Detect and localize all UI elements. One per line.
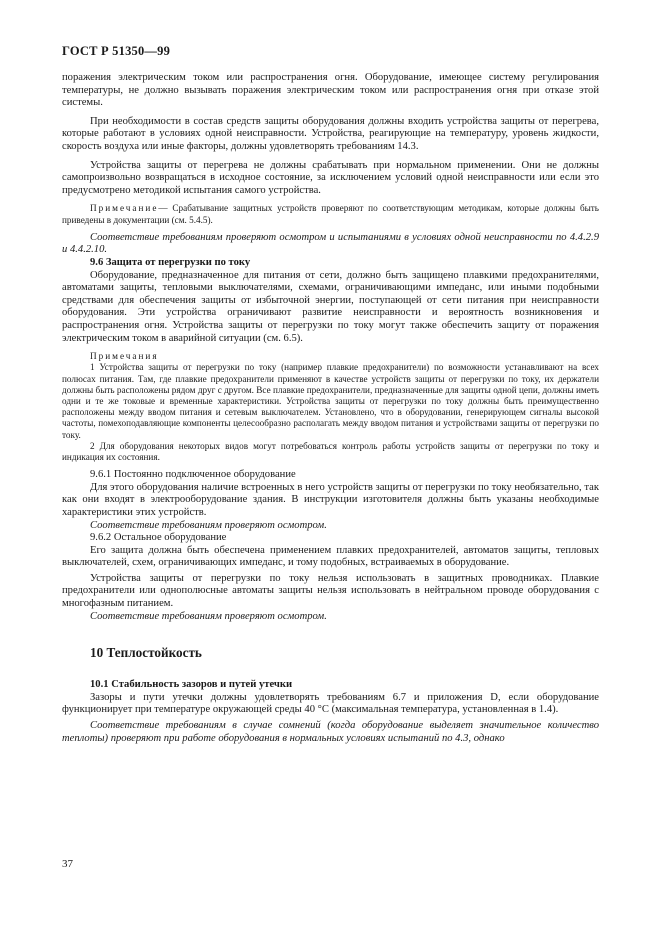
paragraph-permanent-equipment: Для этого оборудования наличие встроенных в него устройств защиты от перегрузки по току необязательно, так как они входят в электрооборудование здания. В инструкции изготовителя должны быть указаны необходимые характеристики этих устройств. <box>62 481 599 518</box>
section-heading-10: 10 Теплостойкость <box>90 645 202 661</box>
page-number: 37 <box>62 858 73 870</box>
note-overheat <box>62 203 599 225</box>
paragraph-overheat-normal-use: Устройства защиты от перегрева не должны срабатывать при нормальном применении. Они не должны самопроизвольно возвращаться в исходное состояние, за исключением условий одной неисправности или если это предусмотрено методикой испытания самого устройства. <box>62 159 599 196</box>
paragraph-overheat-devices: При необходимости в состав средств защиты оборудования должны входить устройства защиты от перегрева, которые работают в условиях одной неисправности. Устройства, реагирующие на температуру, уровень жидкости, скорость воздуха или иные факторы, должны удовлетворять требованиям 14.3. <box>62 115 599 152</box>
paragraph-clearances: Зазоры и пути утечки должны удовлетворять требованиям 6.7 и приложения D, если оборудование функционирует при температуре окружающей среды 40 °C (максимальная температура, установленная в 1.4). <box>62 691 599 716</box>
section-heading-10-1: 10.1 Стабильность зазоров и путей утечки <box>90 679 293 691</box>
note-text: — Срабатывание защитных устройств проверяют по соответствующим методикам, которые должны быть приведены в документации (см. 5.4.5). <box>62 203 599 225</box>
subsection-heading-9-6-1: 9.6.1 Постоянно подключенное оборудование <box>90 469 296 481</box>
paragraph-other-equipment: Его защита должна быть обеспечена применением плавких предохранителей, автоматов защиты, тепловых выключателей, схем, ограничивающих импеданс, и тому подобных, встраиваемых в оборудование. <box>62 544 599 569</box>
compliance-check-3: Соответствие требованиям проверяют осмотром. <box>90 610 327 622</box>
note-item-1: 1 Устройства защиты от перегрузки по току (например плавкие предохранители) по возможности устанавливают на всех полюсах питания. Там, где плавкие предохранители применяют в качестве устройств защиты от перегрузки по току, их держатели должны быть расположены рядом друг с другом. Все плавкие предохранители, предназначенные для защиты одной цепи, должны иметь одни и те же токовые и временные характеристики. Устройства защиты от перегрузки по току должны быть преимущественно расположены между вводом питания и сетевым выключателем. Установлено, что в оборудовании, генерирующем сигналы высокой частоты, помехоподавляющие компоненты целесообразно располагать между вводом питания и устройствами защиты от перегрузки по току. <box>62 362 599 440</box>
subsection-heading-9-6-2: 9.6.2 Остальное оборудование <box>90 532 227 544</box>
compliance-check-2: Соответствие требованиям проверяют осмотром. <box>90 519 327 531</box>
compliance-check-1: Соответствие требованиям проверяют осмотром и испытаниями в условиях одной неисправности по 4.4.2.9 и 4.4.2.10. <box>62 231 599 256</box>
notes-label: Примечания <box>90 351 159 362</box>
compliance-check-4: Соответствие требованиям в случае сомнений (когда оборудование выделяет значительное количество теплоты) проверяют при работе оборудования в нормальных условиях испытаний по 4.3, однако <box>62 720 599 744</box>
paragraph-fire-spread: поражения электрическим током или распространения огня. Оборудование, имеющее систему регулирования температуры, не должно вызывать поражения электрическим током или распространения огня при отказе этой системы. <box>62 72 599 109</box>
note-label: Примечание <box>90 203 159 214</box>
document-code-header: ГОСТ Р 51350—99 <box>62 44 171 58</box>
paragraph-overcurrent-protection: Оборудование, предназначенное для питания от сети, должно быть защищено плавкими предохранителями, автоматами защиты, тепловыми выключателями, схемами, ограничивающими импеданс, или иными подобными средствами для обеспечения защиты от избыточной энергии, поступающей от сети питания при неисправности оборудования. Эти устройства ограничивают развитие неисправности и вероятность возникновения и распространения огня. Устройства защиты от перегрузки по току могут также обеспечить защиту от поражения электрическим током в аварийной ситуации (см. 6.5). <box>62 269 599 344</box>
page-body <box>62 72 599 745</box>
section-heading-9-6: 9.6 Защита от перегрузки по току <box>90 256 251 268</box>
paragraph-protective-conductors: Устройства защиты от перегрузки по току нельзя использовать в защитных проводниках. Плавкие предохранители или однополюсные автоматы защиты нельзя использовать в нейтральном проводе оборудования с многофазным питанием. <box>62 572 599 610</box>
note-item-2: 2 Для оборудования некоторых видов могут потребоваться контроль работы устройств защиты от перегрузки по току и индикация их состояния. <box>62 440 599 462</box>
